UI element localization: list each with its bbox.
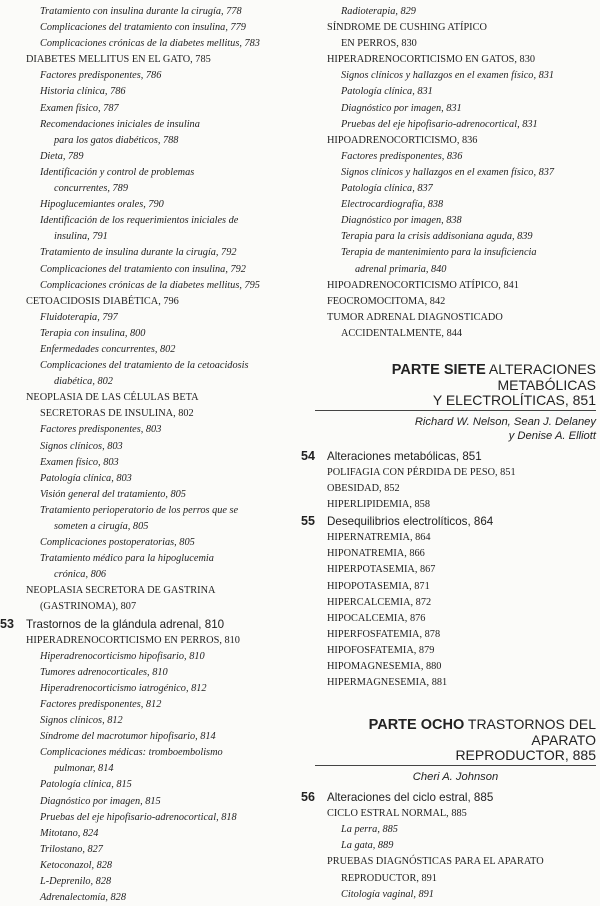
chapter-heading (0, 616, 296, 633)
part-eight-items (301, 789, 596, 903)
part-seven-title-line1: ALTERACIONES METABÓLICAS (488, 360, 596, 393)
toc-subsection-entry: diabética, 802 (54, 376, 113, 388)
part-eight-title-line2: REPRODUCTOR, 885 (455, 747, 596, 764)
toc-subsection-entry: Hiperadrenocorticismo hipofisario, 810 (40, 650, 205, 662)
toc-subsection-entry: Tumores adrenocorticales, 810 (40, 666, 168, 678)
toc-section-entry: HIPERADRENOCORTICISMO EN PERROS, 810 (26, 634, 240, 646)
toc-subsection-entry: Complicaciones postoperatorias, 805 (40, 537, 195, 549)
toc-subsection-entry: Patología clínica, 837 (341, 183, 433, 195)
toc-left-column (0, 4, 296, 906)
toc-section-entry: HIPOMAGNESEMIA, 880 (327, 661, 442, 672)
toc-subsection-entry: Síndrome del macrotumor hipofisario, 814 (40, 731, 216, 743)
toc-subsection-entry: La perra, 885 (341, 824, 398, 836)
toc-section-entry: DIABETES MELLITUS EN EL GATO, 785 (26, 54, 211, 66)
toc-section-entry: FEOCROMOCITOMA, 842 (327, 295, 446, 307)
toc-subsection-entry: Electrocardiografía, 838 (341, 199, 444, 211)
toc-subsection-entry: Identificación y control de problemas (40, 166, 195, 178)
toc-section-entry: POLIFAGIA CON PÉRDIDA DE PESO, 851 (327, 466, 516, 478)
toc-subsection-entry: Hiperadrenocorticismo iatrogénico, 812 (40, 682, 207, 694)
toc-subsection-entry: crónica, 806 (54, 569, 107, 581)
toc-subsection-entry: pulmonar, 814 (54, 763, 114, 775)
toc-section-entry: NEOPLASIA DE LAS CÉLULAS BETA (26, 392, 199, 404)
toc-section-entry: TUMOR ADRENAL DIAGNOSTICADO (327, 311, 503, 323)
toc-subsection-entry: Trilostano, 827 (40, 843, 103, 855)
toc-section-entry: HIPONATREMIA, 866 (327, 548, 425, 560)
toc-section-entry: CICLO ESTRAL NORMAL, 885 (327, 808, 467, 820)
toc-subsection-entry: concurrentes, 789 (54, 183, 128, 195)
toc-section-entry: HIPOFOSFATEMIA, 879 (327, 644, 435, 656)
toc-section-entry: NEOPLASIA SECRETORA DE GASTRINA (26, 585, 216, 597)
toc-subsection-entry: insulina, 791 (54, 231, 108, 243)
toc-subsection-entry: Examen físico, 787 (40, 102, 119, 114)
toc-subsection-entry: Diagnóstico por imagen, 815 (40, 795, 161, 807)
toc-subsection-entry: para los gatos diabéticos, 788 (54, 134, 179, 146)
part-seven-authors-line1: Richard W. Nelson, Sean J. Delaney (414, 415, 596, 428)
toc-section-entry: HIPERNATREMIA, 864 (327, 532, 431, 544)
toc-subsection-entry: Fluidoterapia, 797 (40, 311, 118, 323)
chapter-number: 53 (0, 616, 14, 631)
part-eight-header (315, 717, 596, 766)
toc-subsection-entry: Complicaciones crónicas de la diabetes mellitus, 795 (40, 279, 260, 291)
toc-subsection-entry: Mitotano, 824 (40, 827, 99, 839)
part-eight-authors-line1: Cheri A. Johnson (412, 771, 499, 784)
toc-subsection-entry: Diagnóstico por imagen, 838 (341, 215, 462, 227)
toc-section-entry: HIPOPOTASEMIA, 871 (327, 580, 430, 592)
chapter-title: Alteraciones metabólicas, 851 (327, 449, 482, 463)
part-seven-title-line2: Y ELECTROLÍTICAS, 851 (432, 391, 596, 408)
toc-subsection-entry: Ketoconazol, 828 (40, 859, 113, 871)
toc-section-entry: ACCIDENTALMENTE, 844 (341, 327, 463, 339)
toc-subsection-entry: Tratamiento de insulina durante la cirugía, 792 (40, 247, 237, 259)
toc-subsection-entry: Complicaciones del tratamiento con insulina, 779 (40, 22, 246, 34)
toc-subsection-entry: Patología clínica, 815 (40, 779, 132, 791)
chapter-title: Alteraciones del ciclo estral, 885 (327, 791, 494, 805)
chapter-heading (301, 789, 596, 806)
toc-subsection-entry: Factores predisponentes, 836 (341, 150, 463, 162)
toc-subsection-entry: Adrenalectomía, 828 (40, 892, 126, 904)
toc-subsection-entry: La gata, 889 (341, 840, 394, 852)
part-seven-authors-line2: y Denise A. Elliott (508, 429, 596, 442)
part-seven-authors (315, 415, 596, 443)
toc-subsection-entry: Signos clínicos, 812 (40, 715, 123, 727)
toc-section-entry: HIPERFOSFATEMIA, 878 (327, 628, 441, 640)
toc-subsection-entry: Examen físico, 803 (40, 456, 119, 468)
toc-subsection-entry: Radioterapia, 829 (341, 6, 416, 17)
part-eight-title-line1: TRASTORNOS DEL APARATO (467, 716, 596, 749)
toc-subsection-entry: Complicaciones del tratamiento con insulina, 792 (40, 263, 246, 275)
toc-subsection-entry: Complicaciones crónicas de la diabetes mellitus, 783 (40, 38, 260, 50)
toc-subsection-entry: Patología clínica, 803 (40, 472, 132, 484)
toc-section-entry: HIPERLIPIDEMIA, 858 (327, 499, 430, 511)
chapter-number: 54 (301, 448, 315, 463)
toc-subsection-entry: someten a cirugía, 805 (54, 521, 149, 532)
toc-subsection-entry: Diagnóstico por imagen, 831 (341, 102, 462, 114)
part-seven-items (301, 448, 596, 691)
toc-section-entry: CETOACIDOSIS DIABÉTICA, 796 (26, 295, 179, 307)
toc-subsection-entry: Recomendaciones iniciales de insulina (40, 118, 200, 130)
toc-section-entry: SECRETORAS DE INSULINA, 802 (40, 408, 194, 420)
toc-subsection-entry: Dieta, 789 (40, 150, 84, 162)
toc-section-entry: OBESIDAD, 852 (327, 483, 400, 495)
chapter-heading (301, 448, 596, 465)
toc-section-entry: HIPOCALCEMIA, 876 (327, 612, 426, 624)
toc-subsection-entry: Pruebas del eje hipofisario-adrenocortical, 831 (341, 118, 538, 130)
chapter-heading (301, 513, 596, 530)
toc-subsection-entry: Tratamiento con insulina durante la cirugía, 778 (40, 6, 242, 17)
toc-section-entry: SÍNDROME DE CUSHING ATÍPICO (327, 22, 487, 34)
toc-subsection-entry: Factores predisponentes, 803 (40, 424, 162, 436)
part-eight-authors (315, 770, 596, 784)
toc-section-entry: (GASTRINOMA), 807 (40, 601, 137, 613)
toc-right-column (301, 4, 596, 903)
toc-subsection-entry: Identificación de los requerimientos iniciales de (40, 215, 239, 227)
toc-subsection-entry: Complicaciones del tratamiento de la cetoacidosis (40, 360, 249, 372)
toc-section-entry: HIPERADRENOCORTICISMO EN GATOS, 830 (327, 54, 536, 66)
toc-subsection-entry: Signos clínicos y hallazgos en el examen físico, 831 (341, 70, 555, 82)
chapter-number: 55 (301, 514, 315, 529)
toc-subsection-entry: Factores predisponentes, 786 (40, 70, 162, 82)
toc-section-entry: HIPERMAGNESEMIA, 881 (327, 677, 448, 689)
part-seven-header (315, 362, 596, 411)
toc-subsection-entry: Terapia con insulina, 800 (40, 327, 146, 339)
toc-subsection-entry: L-Deprenilo, 828 (40, 875, 112, 887)
toc-subsection-entry: Visión general del tratamiento, 805 (40, 488, 186, 500)
toc-subsection-entry: Citología vaginal, 891 (341, 888, 434, 900)
toc-subsection-entry: Signos clínicos y hallazgos en el examen físico, 837 (341, 166, 555, 178)
toc-subsection-entry: Hipoglucemiantes orales, 790 (40, 199, 164, 211)
toc-section-entry: HIPERCALCEMIA, 872 (327, 596, 432, 608)
toc-subsection-entry: Terapia de mantenimiento para la insuficiencia (341, 247, 537, 259)
toc-subsection-entry: Pruebas del eje hipofisario-adrenocortical, 818 (40, 811, 237, 823)
toc-right-top (315, 4, 596, 342)
chapter-number: 56 (301, 790, 315, 805)
toc-section-entry: HIPOADRENOCORTICISMO, 836 (327, 134, 478, 146)
toc-section-entry: PRUEBAS DIAGNÓSTICAS PARA EL APARATO (327, 856, 544, 868)
toc-subsection-entry: Signos clínicos, 803 (40, 440, 123, 452)
part-eight-label: PARTE OCHO (368, 717, 465, 734)
part-seven-label: PARTE SIETE (391, 361, 486, 378)
toc-subsection-entry: Historia clínica, 786 (40, 86, 126, 98)
toc-subsection-entry: Complicaciones médicas: tromboembolismo (40, 747, 223, 759)
toc-section-entry: REPRODUCTOR, 891 (341, 872, 437, 884)
toc-subsection-entry: Enfermedades concurrentes, 802 (40, 343, 176, 355)
toc-section-entry: EN PERROS, 830 (341, 38, 417, 50)
toc-subsection-entry: Tratamiento perioperatorio de los perros que se (40, 504, 239, 516)
toc-subsection-entry: Tratamiento médico para la hipoglucemia (40, 553, 214, 565)
toc-section-entry: HIPERPOTASEMIA, 867 (327, 564, 436, 576)
toc-subsection-entry: Factores predisponentes, 812 (40, 698, 162, 710)
toc-subsection-entry: Terapia para la crisis addisoniana aguda, 839 (341, 231, 533, 243)
toc-subsection-entry: Patología clínica, 831 (341, 86, 433, 98)
toc-subsection-entry: adrenal primaria, 840 (355, 263, 447, 275)
chapter-title: Desequilibrios electrolíticos, 864 (327, 515, 494, 529)
toc-section-entry: HIPOADRENOCORTICISMO ATÍPICO, 841 (327, 279, 519, 291)
chapter-title: Trastornos de la glándula adrenal, 810 (26, 617, 225, 631)
